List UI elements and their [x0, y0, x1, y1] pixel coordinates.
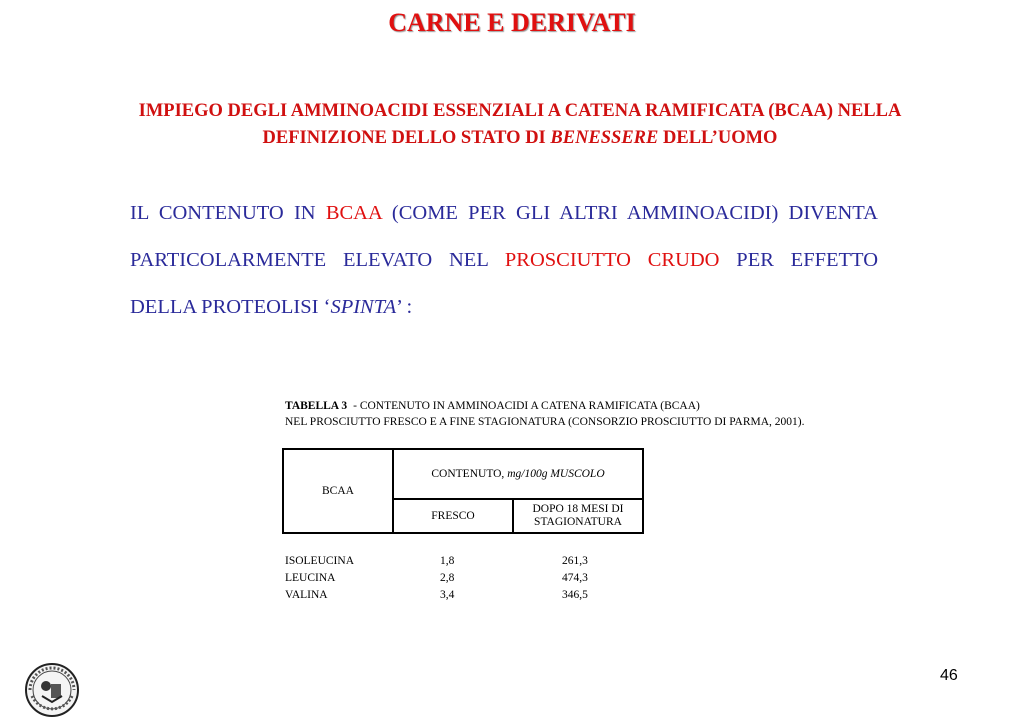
row-dopo: 474,3 [562, 572, 588, 584]
header-dopo [514, 500, 642, 532]
body-bcaa: BCAA [325, 202, 382, 224]
table-row [285, 570, 335, 587]
body-part1: IL CONTENUTO IN [130, 202, 326, 224]
page-number: 46 [940, 667, 958, 684]
row-fresco: 3,4 [440, 589, 455, 601]
subtitle-line2-post: DELL’UOMO [658, 128, 778, 148]
row-dopo: 346,5 [562, 589, 588, 601]
row-dopo: 261,3 [562, 555, 588, 567]
table-row [285, 553, 354, 570]
row-fresco: 1,8 [440, 555, 455, 567]
consorzio-seal-icon [24, 662, 80, 718]
body-paragraph [130, 190, 878, 331]
header-contenuto-pre: CONTENUTO, [431, 467, 505, 480]
body-part3: PER EFFETTO DELLA PROTEOLISI ‘ [130, 249, 879, 318]
header-dopo-line2: STAGIONATURA [534, 516, 622, 528]
row-name: ISOLEUCINA [285, 555, 354, 567]
body-prosciutto: PROSCIUTTO CRUDO [504, 249, 720, 271]
body-part4: ’ : [396, 296, 413, 318]
row-name: VALINA [285, 589, 328, 601]
body-spinta: SPINTA [330, 296, 397, 318]
caption-line2: NEL PROSCIUTTO FRESCO E A FINE STAGIONATURA (CONSORZIO PROSCIUTTO DI PARMA, 2001). [285, 416, 805, 428]
row-fresco: 2,8 [440, 572, 455, 584]
table-row [285, 587, 328, 604]
subtitle-line2-em: BENESSERE [550, 128, 659, 148]
header-dopo-line1: DOPO 18 MESI DI [532, 503, 624, 515]
body-part2: (COME PER GLI ALTRI AMMINOACIDI) DIVENTA PARTICOLARMENTE ELEVATO NEL [130, 202, 878, 271]
row-name: LEUCINA [285, 572, 336, 584]
caption-label: TABELLA 3 [285, 400, 348, 412]
table-caption [285, 398, 805, 430]
slide-subtitle [40, 98, 1000, 152]
header-bcaa: BCAA [322, 484, 354, 497]
subtitle-line1: IMPIEGO DEGLI AMMINOACIDI ESSENZIALI A CATENA RAMIFICATA (BCAA) NELLA [138, 101, 902, 121]
header-contenuto-unit: mg/100g MUSCOLO [507, 467, 605, 480]
caption-line1: - CONTENUTO IN AMMINOACIDI A CATENA RAMIFICATA (BCAA) [353, 400, 700, 412]
header-contenuto [394, 450, 642, 498]
table-header [282, 448, 644, 534]
header-fresco: FRESCO [431, 509, 475, 522]
slide-title: CARNE E DERIVATI [388, 8, 636, 37]
subtitle-line2-pre: DEFINIZIONE DELLO STATO DI [262, 128, 551, 148]
